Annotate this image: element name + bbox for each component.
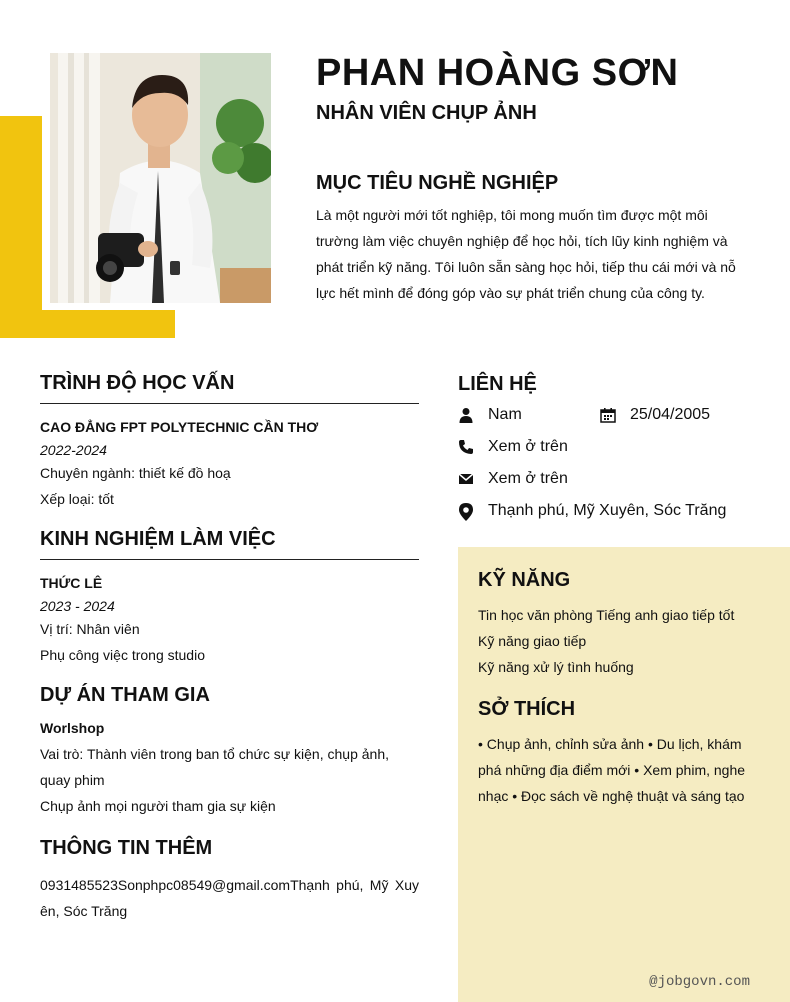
candidate-name: PHAN HOÀNG SƠN — [316, 52, 679, 94]
calendar-icon — [600, 407, 616, 423]
gender-value: Nam — [488, 406, 522, 423]
more-info-heading: THÔNG TIN THÊM — [40, 837, 213, 859]
decorative-yellow-bar-horizontal — [0, 310, 175, 338]
contact-birthday — [600, 406, 710, 424]
skills-heading: KỸ NĂNG — [478, 569, 571, 591]
contact-address — [458, 502, 726, 520]
profile-photo — [50, 53, 271, 303]
experience-heading: KINH NGHIỆM LÀM VIỆC — [40, 528, 276, 550]
contact-phone — [458, 438, 568, 456]
contact-gender — [458, 406, 522, 424]
education-major: Chuyên ngành: thiết kế đồ hoạ — [40, 465, 231, 481]
experience-section — [40, 528, 419, 560]
address-value: Thạnh phú, Mỹ Xuyên, Sóc Trăng — [488, 502, 727, 519]
hobbies-heading: SỞ THÍCH — [478, 698, 576, 720]
hobbies-text: • Chụp ảnh, chỉnh sửa ảnh • Du lịch, khám phá những địa điểm mới • Xem phim, nghe nhạc • Đọc sách về nghệ thuật và sáng tạo — [478, 736, 746, 804]
experience-company: THỨC LÊ — [40, 575, 103, 591]
more-info-text: 0931485523Sonphpc08549@gmail.comThạnh phú, Mỹ Xuyên, Sóc Trăng — [40, 877, 419, 919]
phone-value: Xem ở trên — [488, 438, 568, 455]
projects-heading: DỰ ÁN THAM GIA — [40, 684, 210, 706]
project-role: Vai trò: Thành viên trong ban tổ chức sự kiện, chụp ảnh, quay phim — [40, 746, 389, 788]
mail-icon — [458, 471, 474, 487]
left-column — [40, 372, 419, 924]
objective-heading: MỤC TIÊU NGHỀ NGHIỆP — [316, 172, 559, 194]
experience-position: Vị trí: Nhân viên — [40, 621, 140, 637]
experience-period: 2023 - 2024 — [40, 598, 115, 614]
phone-icon — [458, 439, 474, 455]
skill-item: Kỹ năng giao tiếp — [478, 633, 587, 649]
job-title: NHÂN VIÊN CHỤP ẢNH — [316, 102, 537, 124]
skill-item: Tin học văn phòng Tiếng anh giao tiếp tốt — [478, 607, 735, 623]
skill-item: Kỹ năng xử lý tình huống — [478, 659, 634, 675]
education-school: CAO ĐẲNG FPT POLYTECHNIC CẦN THƠ — [40, 419, 319, 435]
objective-text: Là một người mới tốt nghiệp, tôi mong muốn tìm được một môi trường làm việc chuyên nghiệp để học hỏi, tích lũy kinh nghiệm và phát triển kỹ năng. Tôi luôn sẵn sàng học hỏi, tiếp thu cái mới và nỗ lực hết mình để đóng góp vào sự phát triển chung của công ty. — [316, 207, 736, 301]
watermark: @jobgovn.com — [649, 974, 750, 990]
experience-description: Phụ công việc trong studio — [40, 647, 205, 663]
education-section — [40, 372, 419, 404]
education-heading: TRÌNH ĐỘ HỌC VẤN — [40, 372, 235, 394]
location-pin-icon — [458, 503, 474, 519]
decorative-yellow-bar-vertical — [0, 116, 42, 338]
skills-hobbies-panel — [458, 547, 790, 1002]
contact-email — [458, 470, 568, 488]
project-description: Chụp ảnh mọi người tham gia sự kiện — [40, 798, 276, 814]
birthday-value: 25/04/2005 — [630, 406, 711, 423]
contact-heading: LIÊN HỆ — [458, 373, 537, 395]
education-period: 2022-2024 — [40, 442, 107, 458]
person-icon — [458, 407, 474, 423]
education-rank: Xếp loại: tốt — [40, 491, 114, 507]
email-value: Xem ở trên — [488, 470, 568, 487]
project-name: Worlshop — [40, 720, 105, 736]
